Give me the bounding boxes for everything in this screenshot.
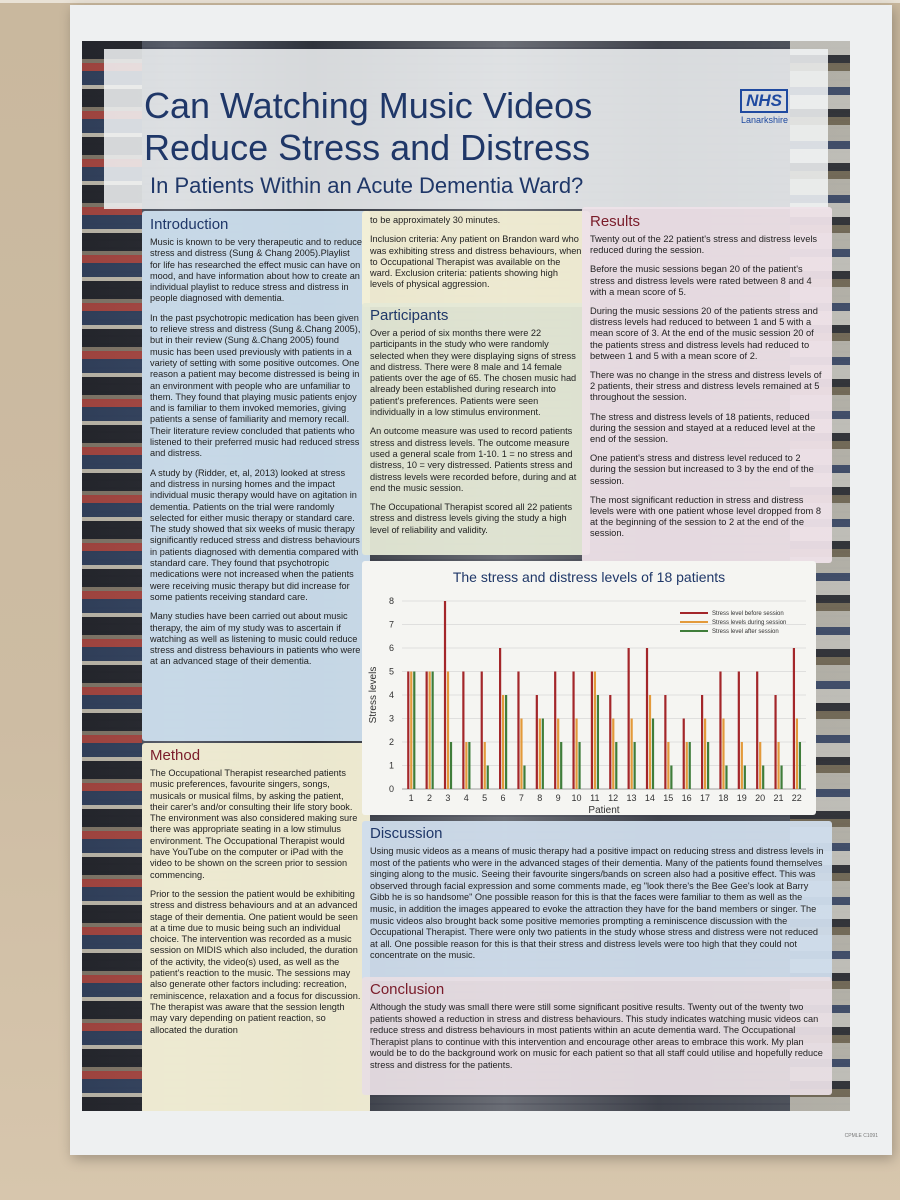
bar xyxy=(578,742,580,789)
discussion-section xyxy=(362,821,832,981)
bar xyxy=(557,719,559,790)
participants-heading: Participants xyxy=(370,307,449,324)
bar xyxy=(444,601,446,789)
x-tick-label: 9 xyxy=(555,793,561,803)
footer-code: CPMLE C1091 xyxy=(844,1133,878,1139)
conclusion-section xyxy=(362,977,832,1095)
x-tick-label: 18 xyxy=(718,793,729,803)
poster-header xyxy=(104,49,828,209)
bar xyxy=(725,766,727,790)
bar xyxy=(597,695,599,789)
bar xyxy=(652,719,654,790)
results-paragraph: The most significant reduction in stress and distress levels were with one patient whose level dropped from 8 at the beginning of the session to 2 at the end of the session. xyxy=(590,494,822,539)
results-paragraph: Twenty out of the 22 patient's stress and distress levels reduced during the session. xyxy=(590,234,818,256)
y-tick-label: 4 xyxy=(388,690,394,700)
y-tick-label: 2 xyxy=(388,737,394,747)
x-tick-label: 6 xyxy=(500,793,506,803)
x-tick-label: 14 xyxy=(644,793,655,803)
bar xyxy=(628,648,630,789)
introduction-section xyxy=(142,211,370,741)
bar xyxy=(481,672,483,790)
introduction-heading: Introduction xyxy=(150,216,229,233)
bar xyxy=(738,672,740,790)
method-paragraph: Prior to the session the patient would be exhibiting stress and distress behaviours and at an advanced stage of their dementia. One patient would be seen at a time due to music being such an individual choice. The intervention was recorded as a music session on MIDIS which also included, the duration of the activity, the video(s) used, as well as the patient's reaction to the music. The sessions may also generate other factors including: recreation, reminiscence, relaxation and a focus for discussion. The therapist was aware that the session length may vary depending on patient reaction, so allocated the duration xyxy=(150,888,361,1035)
bar xyxy=(719,672,721,790)
x-tick-label: 7 xyxy=(518,793,524,803)
bar xyxy=(686,742,688,789)
method-paragraph: The Occupational Therapist researched patients music preferences, favourite singers, songs, musicals or musical films, by asking the patient, their carer's and/or consulting their life story book. The environment was also considered making sure there was appropriate seating in a low stimulus environment. The Occupational Therapist would have YouTube on the computer or iPad with the video to be shown on the screen prior to session commencing. xyxy=(150,768,358,880)
participants-section xyxy=(362,303,590,555)
bar xyxy=(722,719,724,790)
bar xyxy=(744,766,746,790)
x-tick-label: 2 xyxy=(427,793,433,803)
introduction-paragraph: Music is known to be very therapeutic and to reduce stress and distress (Sung & Chang 2005).Playlist for life has researched the effect music can have on mood, and have information about how to create an individual playlist to reduce stress and distress in people diagnosed with dementia. xyxy=(150,237,362,304)
x-tick-label: 20 xyxy=(755,793,766,803)
x-tick-label: 12 xyxy=(608,793,619,803)
results-section xyxy=(582,207,832,563)
x-tick-label: 15 xyxy=(663,793,674,803)
legend-label: Stress levels during session xyxy=(712,620,787,626)
x-tick-label: 5 xyxy=(482,793,488,803)
y-tick-label: 8 xyxy=(388,596,394,606)
bar xyxy=(517,672,519,790)
x-tick-label: 17 xyxy=(699,793,711,803)
bar xyxy=(612,719,614,790)
bar xyxy=(407,672,409,790)
bar xyxy=(667,742,669,789)
bar xyxy=(701,695,703,789)
bar xyxy=(505,695,507,789)
bar xyxy=(670,766,672,790)
bar xyxy=(649,695,651,789)
bar xyxy=(554,672,556,790)
results-heading: Results xyxy=(590,213,641,230)
inclusion-paragraph: to be approximately 30 minutes. xyxy=(370,215,501,225)
bar xyxy=(799,742,801,789)
poster-subtitle: In Patients Within an Acute Dementia Ward? xyxy=(150,173,584,198)
bar xyxy=(591,672,593,790)
bar xyxy=(462,672,464,790)
y-tick-label: 6 xyxy=(388,643,394,653)
bar xyxy=(429,672,431,790)
method-heading: Method xyxy=(150,747,201,764)
chart-section xyxy=(362,561,816,815)
bar xyxy=(774,695,776,789)
bar xyxy=(615,742,617,789)
paper-sheet xyxy=(70,5,892,1155)
x-tick-label: 19 xyxy=(736,793,747,803)
poster-title: Can Watching Music Videos Reduce Stress and Distress xyxy=(144,85,593,168)
bar xyxy=(707,742,709,789)
introduction-paragraph: A study by (Ridder, et, al, 2013) looked at stress and distress in nursing homes and the impact individual music therapy would have on agitation in dementia. Patients on the trial were randomly selected for either music therapy or standard care. The study showed that six weeks of music therapy significantly reduced stress and distress behaviours in patients diagnosed with dementia compared with standard care. They found that psychotropic medications were not increased when the patients were receiving music therapy but did increase for some patients receiving standard care. xyxy=(150,467,360,602)
x-tick-label: 10 xyxy=(571,793,582,803)
results-paragraph: There was no change in the stress and distress levels of 2 patients, their stress and distress levels remained at 5 throughout the session. xyxy=(590,370,822,403)
nhs-logo xyxy=(740,89,788,125)
conclusion-text: Although the study was small there were still some significant positive results. Twenty out of the twenty two patients showed a reduction in stress and distress behaviours. This study indicates watching music videos can reduce stress and distress behaviours in most patients within an acute dementia ward. The Occupational Therapist plans to continue with this intervention and encourage other areas to embrace this work. My plan would be to do the background work on music for each patient so that all staff could utilise and hopefully reduce stress and distress for the patients. xyxy=(370,1002,823,1070)
bar xyxy=(689,742,691,789)
conclusion-heading: Conclusion xyxy=(370,981,445,998)
bar xyxy=(484,742,486,789)
x-tick-label: 1 xyxy=(408,793,414,803)
y-tick-label: 0 xyxy=(388,784,394,794)
inclusion-paragraph: Inclusion criteria: Any patient on Brandon ward who was exhibiting stress and distress behaviours, when to Occupational Therapist was available on the ward. Exclusion criteria: patients showing high levels of physical aggression. xyxy=(370,234,582,290)
bar xyxy=(447,672,449,790)
participants-paragraph: The Occupational Therapist scored all 22 patients stress and distress levels giving the study a high level of reliability and validity. xyxy=(370,502,573,535)
legend-label: Stress level after session xyxy=(712,629,779,635)
desk-edge xyxy=(0,0,900,3)
introduction-paragraph: Many studies have been carried out about music therapy, the aim of my study was to ascertain if watching as well as listening to music could reduce stress and distress behaviours in patients who were at an advanced stage of their dementia. xyxy=(150,611,361,667)
x-tick-label: 21 xyxy=(773,793,784,803)
bar xyxy=(523,766,525,790)
bar xyxy=(594,672,596,790)
bar xyxy=(536,695,538,789)
bar xyxy=(704,719,706,790)
introduction-paragraph: In the past psychotropic medication has been given to relieve stress and distress (Sung &.Chang 2005), but in their review (Sung &.Chang 2005) found music has been used previously with patients in a variety of setting with some positive outcomes. One reason a patient may become distressed is being in an environment with people who are unfamiliar to them. They found that playing music patients enjoy and is familiar to them invoked memories, giving patients a sense of familiarity and memory recall. Their literature review concluded that patients who listened to their preferred music had reduced stress and distress. xyxy=(150,312,361,459)
x-tick-label: 22 xyxy=(791,793,802,803)
bar xyxy=(499,648,501,789)
bar xyxy=(413,672,415,790)
bar xyxy=(634,742,636,789)
nhs-logo-mark: NHS xyxy=(740,89,788,113)
nhs-logo-sub: Lanarkshire xyxy=(740,115,788,125)
bar xyxy=(575,719,577,790)
bar xyxy=(465,742,467,789)
bar-chart xyxy=(362,561,816,815)
inclusion-section xyxy=(362,211,590,307)
results-paragraph: One patient's stress and distress level reduced to 2 during the session but increased to 3 by the end of the session. xyxy=(590,453,814,486)
bar xyxy=(502,695,504,789)
bar xyxy=(762,766,764,790)
bar xyxy=(683,719,685,790)
bar xyxy=(539,719,541,790)
bar xyxy=(646,648,648,789)
bar xyxy=(759,742,761,789)
x-tick-label: 11 xyxy=(590,793,600,803)
participants-paragraph: Over a period of six months there were 22 participants in the study who were randomly selected when they were displaying signs of stress and distress. There were 8 male and 14 female patients over the age of 65. The chosen music had already been established during research into patient's preferences. Patients were seen individually in a low stimulus environment. xyxy=(370,328,577,418)
bar xyxy=(793,648,795,789)
chart-title: The stress and distress levels of 18 patients xyxy=(452,569,726,585)
bar xyxy=(542,719,544,790)
bar xyxy=(432,672,434,790)
bar xyxy=(631,719,633,790)
bar xyxy=(487,766,489,790)
bar xyxy=(468,742,470,789)
x-tick-label: 3 xyxy=(445,793,451,803)
results-paragraph: Before the music sessions began 20 of the patient's stress and distress levels were rated between 8 and 4 with a mean score of 5. xyxy=(590,264,812,297)
bar xyxy=(609,695,611,789)
participants-paragraph: An outcome measure was used to record patients stress and distress levels. The outcome measure used a general scale from 1-10. 1 = no stress and distress, 10 = very distressed. Patients stress and distress levels were recorded before, during and at end the music session. xyxy=(370,426,577,493)
x-tick-label: 16 xyxy=(681,793,692,803)
y-axis-label: Stress levels xyxy=(368,666,379,724)
bar xyxy=(756,672,758,790)
bar xyxy=(410,672,412,790)
bar xyxy=(780,766,782,790)
y-tick-label: 7 xyxy=(388,619,394,630)
discussion-text: Using music videos as a means of music therapy had a positive impact on reducing stress and distress levels in most of the patients who were in the advanced stages of their dementia. Many of the patients found themselves singing along to the music. Seeing their favourite singers/bands on screen also had a positive effect. This was observed through facial expression and some comments made, eg "look there's the Bee Gee's look at Barry Gibb he is so handsome" One possible reason for this is that the faces were familiar to them as well as the music, in addition the images appeared to evoke the attraction they have for the band members or singer. The music videos also brought back some positive memories prompting a reminiscence discussion with the Occupational Therapist. There were only two patients in the study whose stress and distress were not reduced at all. One possible reason for this is that their stress and distress levels were too high that they could not concentrate on the music. xyxy=(370,846,824,961)
x-tick-label: 8 xyxy=(537,793,543,803)
bar xyxy=(664,695,666,789)
bar xyxy=(796,719,798,790)
bar xyxy=(426,672,428,790)
poster xyxy=(82,41,850,1111)
bar xyxy=(450,742,452,789)
y-tick-label: 1 xyxy=(388,760,394,771)
x-axis-label: Patient xyxy=(588,805,620,815)
bar xyxy=(520,719,522,790)
x-tick-label: 4 xyxy=(463,793,469,803)
bar xyxy=(777,742,779,789)
discussion-heading: Discussion xyxy=(370,825,443,842)
bar xyxy=(572,672,574,790)
results-paragraph: During the music sessions 20 of the patients stress and distress levels had reduced to between 1 and 5 with a mean score of 3. At the end of the music session 20 of the patients stress and distress levels had reduced to between 1 and 5 with a mean score of 2. xyxy=(590,306,818,361)
legend-label: Stress level before session xyxy=(712,611,784,617)
results-paragraph: The stress and distress levels of 18 patients, reduced during the session and stayed at a reduced level at the end of the session. xyxy=(590,411,816,445)
x-tick-label: 13 xyxy=(626,793,637,803)
bar xyxy=(741,742,743,789)
y-tick-label: 3 xyxy=(388,713,394,724)
bar xyxy=(560,742,562,789)
method-section xyxy=(142,743,370,1111)
y-tick-label: 5 xyxy=(388,666,394,677)
